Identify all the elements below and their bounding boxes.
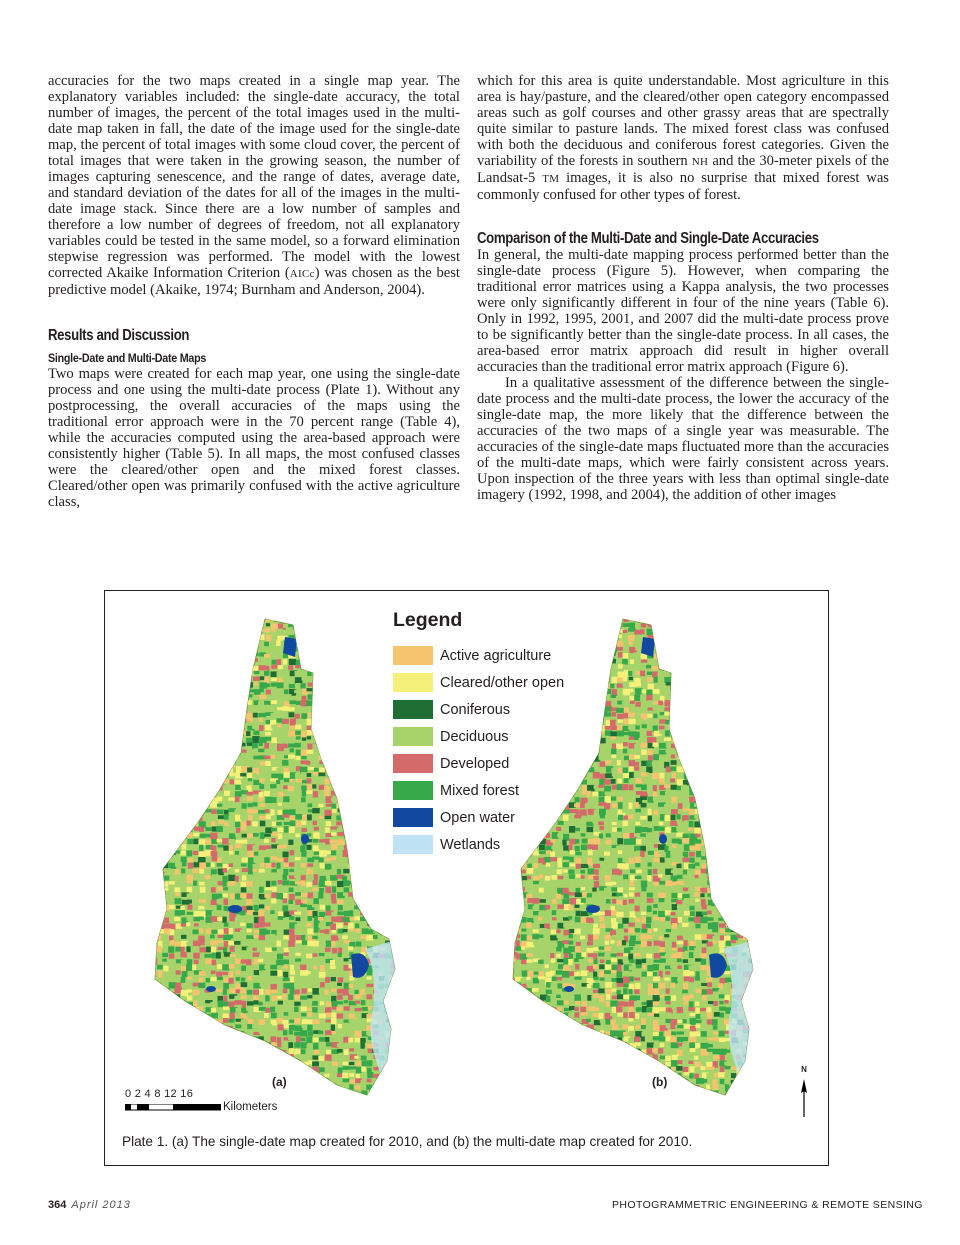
plate-figure — [104, 590, 829, 1166]
tm-abbreviation: TM — [542, 173, 560, 185]
legend-swatch — [393, 835, 433, 854]
legend-swatch — [393, 808, 433, 827]
legend-swatch — [393, 700, 433, 719]
map-a-label: (a) — [272, 1075, 287, 1089]
legend-label: Developed — [440, 755, 510, 772]
legend-label: Cleared/other open — [440, 674, 565, 691]
legend-item — [393, 750, 564, 777]
page-number: 364 — [48, 1199, 67, 1211]
legend-title: Legend — [393, 609, 463, 631]
issue-date: April 2013 — [71, 1199, 131, 1211]
results-heading: Results and Discussion — [48, 327, 190, 344]
right-paragraph-2: In general, the multi-date mapping process performed better than the single-date process (Figure 5). However, when comparing the traditional error matrices using a Kappa analysis, the two processes were only significantly different in four of the nine years (Table 6). Only in 1992, 1995, 2001, and 2007 did the multi-date process prove to be significantly better than the single-date process. In all cases, the area-based error matrix approach did result in higher overall accuracies than the traditional error matrix approach (Figure 6). — [477, 247, 889, 375]
map-legend — [393, 609, 564, 858]
north-label: N — [801, 1065, 807, 1074]
legend-item — [393, 696, 564, 723]
legend-label: Wetlands — [440, 836, 501, 853]
legend-items — [393, 642, 564, 858]
north-arrow — [795, 1065, 813, 1125]
scale-units: Kilometers — [223, 1101, 278, 1113]
legend-label: Open water — [440, 809, 515, 826]
aicc-abbreviation: AICc — [289, 268, 315, 280]
legend-label: Mixed forest — [440, 782, 519, 799]
left-column — [48, 73, 460, 510]
legend-label: Active agriculture — [440, 647, 552, 664]
right-paragraph-3: In a qualitative assessment of the difference between the single-date process and the multi-date process, the lower the accuracy of the single-date map, the more likely that the difference between the accuracies of the two maps of a single year was measurable. The accuracies of the single-date maps fluctuated more than the accuracies of the multi-date maps, which were fairly consistent across years. Upon inspection of the three years with less than optimal single-date imagery (1992, 1998, and 2004), the addition of other images — [477, 375, 889, 503]
legend-item — [393, 669, 564, 696]
legend-swatch — [393, 646, 433, 665]
legend-label: Coniferous — [440, 701, 511, 718]
nh-abbreviation: NH — [691, 156, 709, 168]
north-arrow-icon — [795, 1065, 813, 1125]
legend-swatch — [393, 727, 433, 746]
legend-swatch — [393, 673, 433, 692]
maps-subheading: Single-Date and Multi-Date Maps — [48, 351, 207, 365]
legend-label: Deciduous — [440, 728, 509, 745]
journal-title: PHOTOGRAMMETRIC ENGINEERING & REMOTE SENSING — [612, 1199, 923, 1211]
footer-left — [48, 1199, 131, 1211]
left-paragraph-1: accuracies for the two maps created in a single map year. The explanatory variables included: the single-date accuracy, the total number of images, the percent of the total images used in the multi-date map taken in fall, the date of the image used for the single-date map, the percent of total images with some cloud cover, the percent of total images that were taken in the growing season, the number of images capturing senescence, and the range of dates, average date, and standard deviation of the dates for all of the images in the multi-date image stack. Since there are a low number of samples and therefore a low number of degrees of freedom, not all explanatory variables could be tested in the same model, so a forward elimination stepwise regression was performed. The model with the lowest corrected Akaike Information Criterion (AICc) was chosen as the best predictive model (Akaike, 1974; Burnham and Anderson, 2004). — [48, 73, 460, 298]
scale-bar — [125, 1088, 277, 1113]
legend-item — [393, 642, 564, 669]
right-paragraph-1: which for this area is quite understandable. Most agriculture in this area is hay/pasture, and the cleared/other open category encompassed areas such as golf courses and other grassy areas that are spectrally quite similar to pasture lands. The mixed forest class was confused with both the deciduous and coniferous forest categories. Given the variability of the forests in southern NH and the 30-meter pixels of the Landsat-5 TM images, it is also no surprise that mixed forest was commonly confused for other types of forest. — [477, 73, 889, 203]
plate-caption: Plate 1. (a) The single-date map created for 2010, and (b) the multi-date map created for 2010. — [122, 1134, 693, 1149]
legend-item — [393, 804, 564, 831]
legend-swatch — [393, 781, 433, 800]
legend-swatch — [393, 754, 433, 773]
map-b-label: (b) — [652, 1075, 668, 1089]
comparison-heading: Comparison of the Multi-Date and Single-Date Accuracies — [477, 230, 819, 247]
scale-tick-labels: 0 2 4 8 12 16 — [125, 1088, 194, 1100]
right-column — [477, 73, 889, 503]
legend-item — [393, 723, 564, 750]
legend-item — [393, 831, 564, 858]
legend-item — [393, 777, 564, 804]
scale-bar-graphic — [125, 1104, 221, 1111]
left-paragraph-2: Two maps were created for each map year, one using the single-date process and one using the multi-date process (Plate 1). Without any postprocessing, the overall accuracies of the maps using the traditional error approach were in the 70 percent range (Table 4), while the accuracies computed using the area-based approach were consistently higher (Table 5). In all maps, the most confused classes were the cleared/other open and the mixed forest classes. Cleared/other open was primarily confused with the active agriculture class, — [48, 366, 460, 510]
